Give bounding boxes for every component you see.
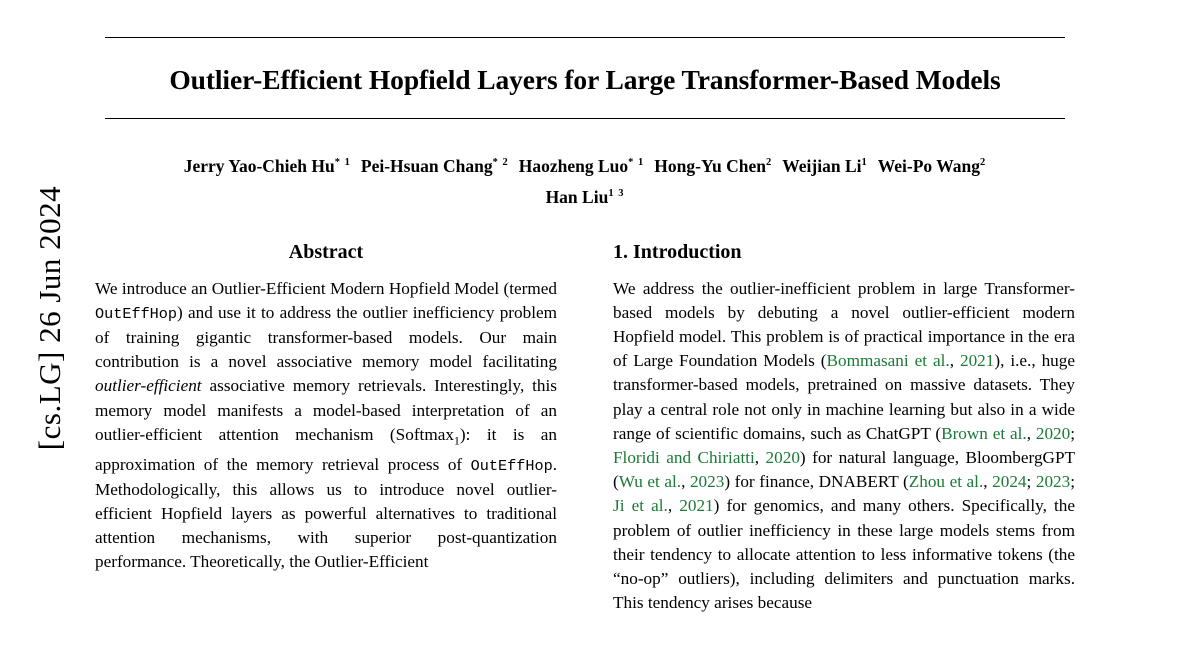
softmax-term: Softmax bbox=[395, 424, 454, 444]
abstract-seg: . Methodologically, this allows us to introduce novel outlier-efficient Hopfield layers as powerful alternatives to traditional attention mechanisms, with superior post-quantization performance. Theoretically, the Outlier-Efficient bbox=[95, 454, 557, 572]
author-affiliation-marks: 2 bbox=[980, 157, 987, 168]
citation-link[interactable]: Wu et al. bbox=[618, 472, 682, 492]
author-list bbox=[95, 149, 1075, 211]
citation-link[interactable]: 2024 bbox=[992, 472, 1027, 492]
paper-page bbox=[95, 0, 1200, 648]
author-affiliation-marks: * 2 bbox=[492, 157, 509, 168]
author-name: Pei-Hsuan Chang bbox=[360, 155, 493, 176]
introduction-heading: 1. Introduction bbox=[613, 240, 742, 263]
author-affiliation-marks: 2 bbox=[765, 157, 773, 168]
introduction-column bbox=[613, 241, 1075, 616]
author-entry bbox=[878, 156, 987, 176]
abstract-seg: associative memory retrievals. Interestingly, this memory model manifests a model-based interpretation of an outlier-efficient attention mechanism ( bbox=[95, 376, 557, 444]
introduction-seg: , bbox=[681, 472, 690, 492]
title-rule-bottom bbox=[105, 118, 1065, 119]
citation-link[interactable]: 2021 bbox=[959, 351, 995, 371]
author-name: Haozheng Luo bbox=[518, 155, 629, 176]
citation-link[interactable]: 2021 bbox=[679, 496, 714, 516]
abstract-text bbox=[95, 277, 557, 575]
author-name: Hong-Yu Chen bbox=[654, 155, 766, 176]
citation-link[interactable]: Brown et al. bbox=[941, 423, 1027, 443]
arxiv-stamp-text: [cs.LG] 26 Jun 2024 bbox=[32, 185, 67, 451]
introduction-seg: ; bbox=[1070, 472, 1075, 492]
introduction-seg: ), i.e., huge transformer-based models, pretrained on massive datasets. They play a central role not only in machine learning but also in a wide range of scientific domains, such as ChatGPT ( bbox=[613, 351, 1076, 443]
author-entry bbox=[654, 156, 772, 176]
abstract-seg: We introduce an Outlier-Efficient Modern Hopfield Model (termed bbox=[95, 278, 557, 298]
introduction-seg: , bbox=[1026, 423, 1036, 443]
model-name-code: OutEffHop bbox=[470, 456, 553, 475]
author-name: Weijian Li bbox=[782, 155, 862, 176]
author-name: Wei-Po Wang bbox=[877, 155, 980, 176]
citation-link[interactable]: 2020 bbox=[1035, 423, 1071, 443]
abstract-seg: ) and use it to address the outlier inefficiency problem of training gigantic transformer-based models. Our main contribution is a novel associative memory model facilitating bbox=[95, 302, 557, 372]
citation-link[interactable]: Zhou et al. bbox=[908, 472, 984, 492]
introduction-seg: , bbox=[949, 351, 960, 371]
citation-link[interactable]: 2020 bbox=[765, 448, 800, 468]
introduction-text bbox=[613, 277, 1075, 616]
introduction-seg: ) for finance, DNABERT ( bbox=[724, 472, 909, 492]
author-entry bbox=[546, 187, 625, 207]
abstract-seg: ): it is an approximation of the memory retrieval process of bbox=[95, 424, 557, 474]
page-title: Outlier-Efficient Hopfield Layers for Large Transformer-Based Models bbox=[169, 64, 1001, 95]
citation-link[interactable]: 2023 bbox=[1035, 472, 1071, 492]
arxiv-stamp bbox=[0, 0, 90, 648]
author-affiliation-marks: * 1 bbox=[628, 157, 645, 168]
author-affiliation-marks: 1 3 bbox=[608, 187, 625, 199]
citation-link[interactable]: Bommasani et al. bbox=[826, 351, 950, 371]
citation-link[interactable]: Ji et al. bbox=[613, 496, 668, 516]
introduction-seg: ) for genomics, and many others. Specifically, the problem of outlier inefficiency in these large models stems from their tendency to allocate attention to less informative tokens (the “no-op” outliers), including delimiters and punctuation marks. This tendency arises because bbox=[613, 496, 1075, 613]
abstract-column bbox=[95, 241, 557, 616]
citation-link[interactable]: 2023 bbox=[689, 472, 725, 492]
introduction-seg: , bbox=[754, 448, 766, 468]
author-name: Jerry Yao-Chieh Hu bbox=[183, 155, 335, 176]
softmax-subscript: 1 bbox=[453, 433, 460, 448]
author-entry bbox=[519, 156, 645, 176]
abstract-heading: Abstract bbox=[288, 240, 364, 263]
author-entry bbox=[361, 156, 509, 176]
introduction-seg: , bbox=[667, 496, 680, 516]
title-rule-top bbox=[105, 37, 1065, 38]
model-name-code: OutEffHop bbox=[95, 304, 178, 323]
introduction-seg: We address the outlier-inefficient problem in large Transformer-based models by debuting a novel outlier-efficient modern Hopfield model. This problem is of practical importance in the era of Large Foundation Models ( bbox=[613, 278, 1075, 371]
author-affiliation-marks: * 1 bbox=[334, 157, 351, 168]
author-entry bbox=[782, 156, 868, 176]
introduction-seg: ; bbox=[1070, 423, 1076, 443]
introduction-seg: , bbox=[983, 472, 993, 492]
author-name: Han Liu bbox=[545, 186, 609, 207]
emphasis-outlier-efficient: outlier-efficient bbox=[95, 376, 202, 396]
citation-link[interactable]: Floridi and Chiriatti bbox=[613, 448, 755, 468]
two-column-body bbox=[95, 241, 1075, 616]
introduction-seg: ; bbox=[1026, 472, 1036, 492]
introduction-seg: ) for natural language, BloombergGPT ( bbox=[613, 448, 1076, 492]
author-entry bbox=[184, 156, 351, 176]
author-affiliation-marks: 1 bbox=[861, 157, 868, 168]
